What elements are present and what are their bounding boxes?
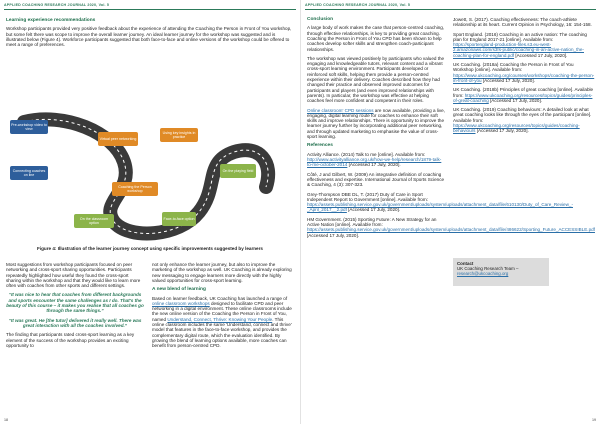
reference-link[interactable]: https://sportengland-production-files.s3.eu-west-2.amazonaws.com/s3fs-public/coaching-in-an-active-nation_the-coaching-plan-for-england.pdf xyxy=(453,42,584,58)
step-classroom-option: On the classroom option xyxy=(74,214,114,228)
page-number-right: 19 xyxy=(592,418,596,422)
reference-tail: [Accessed 17 July, 2020]. xyxy=(481,77,535,83)
reference-tail: [Accessed 17 July, 2020]. xyxy=(347,162,401,168)
contact-box xyxy=(453,258,549,286)
quote-2: “It was great. He [the tutor] delivered it really well. There was great interaction with all the coaches involved.” xyxy=(8,317,142,328)
running-head-right: APPLIED COACHING RESEARCH JOURNAL 2020, Vol. 5 xyxy=(305,3,411,7)
reference-item xyxy=(307,216,595,238)
intro-block xyxy=(6,18,294,52)
reference-text: UK Coaching. (2018b) Principles of great coaching [online]. Available from: xyxy=(453,87,594,98)
reference-tail: [Accessed 17 July, 2020]. xyxy=(488,97,543,103)
reference-item xyxy=(307,152,445,168)
running-head-left: APPLIED COACHING RESEARCH JOURNAL 2020, Vol. 5 xyxy=(4,3,110,7)
cross-sport-paragraph: Most suggestions from workshop participants focused on peer networking and cross-sport sharing opportunities. Participants repeatedly highlighted how useful they found the cross-sport sharing within the workshop and that they would like to learn more often with coaches from other sports and different settings. xyxy=(6,262,141,289)
quote-1: “It was nice to hear that coaches from different backgrounds and sports encounter the same challenges as I do. That's the beauty of this course – it makes you realise that all coaches go through the same things.” xyxy=(6,292,144,314)
conclusion-para-1: A large body of work makes the case that person-centred coaching, through effective relationships, is key to providing great coaching. Coaching the Person in Front of You CPD has been shown to help coaches develop softer skills and strengthen coach-participant relationships. xyxy=(307,25,445,52)
reference-link[interactable]: http://www.activityalliance.org.uk/how-we-help/research/1879-talk-to-me-october-2014 xyxy=(307,157,442,168)
step-playing-field: On the playing field xyxy=(220,164,256,178)
left-column-2 xyxy=(152,262,294,353)
conclusion-para-2: The workshop was viewed positively by participants who valued the engaging and knowledgeable tutors, relevant content and a vibrant cross-sport learning environment. Participants developed or reinforced soft skills, helping them provide a person-centred experience within their delivery. Coaches described how they had changed their practice and observed improved outcomes for participants and players (and even improved relationships with parents). In particular, the workshop was effective at helping coaches feel more confident and competent in their roles. xyxy=(307,55,445,104)
reference-text: UK Coaching. (2018a) Coaching the Person in Front of You Workshop [online]. Available from: xyxy=(453,62,574,73)
reference-item xyxy=(453,17,595,28)
new-blend-text-a: Based on learner feedback, UK Coaching has launched a range of xyxy=(152,295,288,301)
online-classroom-cpd-link[interactable]: Online classroom' CPD sessions xyxy=(307,107,374,113)
new-blend-heading: A new blend of learning xyxy=(152,287,206,293)
reference-link[interactable]: https://assets.publishing.service.gov.uk/government/uploads/system/uploads/attachment_data/file/610130/Duty_of_Care_Review_-_April_2017__2.pdf xyxy=(307,202,573,213)
figure-caption: Figure 4: Illustration of the learner journey concept using specific improvements suggested by learners xyxy=(37,246,263,251)
reference-text: Activity Alliance. (2014) Talk to me [online]. Available from: xyxy=(307,151,426,157)
new-blend-paragraph xyxy=(152,296,294,349)
new-blend-text-b: designed to facilitate CPD and peer networking in a digital environment. These online classrooms include the new online version of the Coaching the Person in Front of You, named xyxy=(152,300,292,322)
reference-item xyxy=(453,87,595,103)
reference-tail: [Accessed 17 July, 2020]. xyxy=(346,207,401,213)
section-title: Learning experience recommendations xyxy=(6,18,96,23)
learner-journey-figure xyxy=(4,92,296,244)
reference-text: Côté, J and Gilbert, W. (2009) An integrative definition of coaching effectiveness and expertise. International Journal of Sports Science & Coaching, 4 (3): 307-323. xyxy=(307,171,445,188)
reference-item xyxy=(307,172,445,188)
reference-tail: [Accessed 17 July, 2020]. xyxy=(514,52,568,58)
header-rule xyxy=(4,9,296,10)
conclusion-para-3-text: are now available, providing a live, engaging, digital learning route for coaches to enhance their soft skills and improve relationships. There is opportunity to improve the learner journey further by incorporating additional peer networking, and through updated marketing to emphasise the value of cross-sport learning. xyxy=(307,107,445,140)
reference-item xyxy=(307,191,573,213)
reference-tail: [Accessed 17 July, 2020]. xyxy=(475,128,529,134)
reference-text: Grey-Thompson DBE DL, T. (2017) Duty of Care in Sport Independent Report to Government [online]. Available from: xyxy=(307,191,428,202)
reference-link[interactable]: https://www.ukcoaching.org/resources/topics/guides/principles-of-great-coaching xyxy=(453,92,593,103)
left-column-1 xyxy=(6,262,144,352)
reference-text: Jowett, S. (2017). Coaching effectiveness: The coach-athlete relationship at its heart. Current Opinion in Psychology, 16: 154-158. xyxy=(453,17,592,28)
step-coaching-workshop: Coaching the Person workshop xyxy=(112,182,158,196)
step-face-to-face: Face-to-face option xyxy=(162,212,196,226)
right-column-2 xyxy=(453,17,595,138)
knowing-your-people-link[interactable]: Understand, Connect, Thrive: Knowing Your People xyxy=(167,316,273,322)
intro-paragraph: Workshop participants provided very positive feedback about the experience of attending the Coaching the Person in Front of You workshop, but some felt there was scope to improve the overall learner journey. An ideal learner journey for the workshop was suggested and is illustrated below (Figure 4). Workforce participants suggested that both face-to-face and online versions of the workshop could be offered to meet a range of preferences. xyxy=(6,26,292,48)
reference-text: Sport England. (2016) Coaching in an active nation: The coaching plan for England 2017-21 [online]. Available from: xyxy=(453,31,587,42)
step-pre-workshop-video: Pre-workshop video to view xyxy=(10,120,48,134)
contact-name: UK Coaching Research Team – xyxy=(457,266,519,271)
learner-journey-paragraph: not only enhance the learner journey, but also to improve the marketing of the workshop as well. UK Coaching is already exploring new messaging to engage learners more directly with the highly valued opportunities for cross-sport learning. xyxy=(152,262,292,283)
conclusion-para-3 xyxy=(307,108,445,140)
finding-paragraph: The finding that participants rated cross-sport learning as a key element of the success of the workshop provides an exciting opportunity to xyxy=(6,332,135,348)
step-key-insights: Using key insights in practice xyxy=(160,128,198,142)
step-virtual-peer-networking: Virtual peer networking xyxy=(98,132,138,146)
reference-link[interactable]: https://assets.publishing.service.gov.uk/government/uploads/system/uploads/attachment_data/file/486622/Sporting_Future_ACCESSIBLE.pdf xyxy=(307,227,595,233)
online-classroom-link[interactable]: online classroom workshops xyxy=(152,300,210,306)
new-blend-text-c: . This online classroom includes the same 'Understand, connect and thrive' model that features in the face-to-face workshop, and provides the complementary digital route, which the evaluation identified. By growing the blend of learning options available, more coaches can benefit from person-centred CPD. xyxy=(152,316,292,349)
contact-email-link[interactable]: research@ukcoaching.org xyxy=(457,271,509,276)
right-page xyxy=(300,0,600,424)
reference-text: HM Government. (2015) Sporting Future: A New Strategy for an Active Nation [online]. Available from: xyxy=(307,216,437,228)
header-rule xyxy=(305,9,596,10)
reference-item xyxy=(453,62,595,83)
conclusion-heading: Conclusion xyxy=(307,17,334,22)
reference-text: UK Coaching. (2019) Coaching behaviours: A detailed look at what great coaching looks like through the eyes of the participant [online]. Available from: xyxy=(453,107,592,123)
reference-item xyxy=(453,107,595,133)
step-connecting-coaches: Connecting coaches on line xyxy=(10,166,48,180)
contact-heading: Contact xyxy=(457,261,474,266)
reference-item xyxy=(453,32,595,58)
reference-link[interactable]: https://www.ukcoaching.org/courses/workshops/coaching-the-person-in-front-of-you xyxy=(453,72,595,83)
page-number-left: 18 xyxy=(4,418,8,422)
references-heading: References xyxy=(307,143,333,149)
reference-link[interactable]: https://www.ukcoaching.org/resources/topics/guides/coaching-behaviours xyxy=(453,123,580,134)
reference-tail: [Accessed 17 July, 2020]. xyxy=(307,232,360,238)
